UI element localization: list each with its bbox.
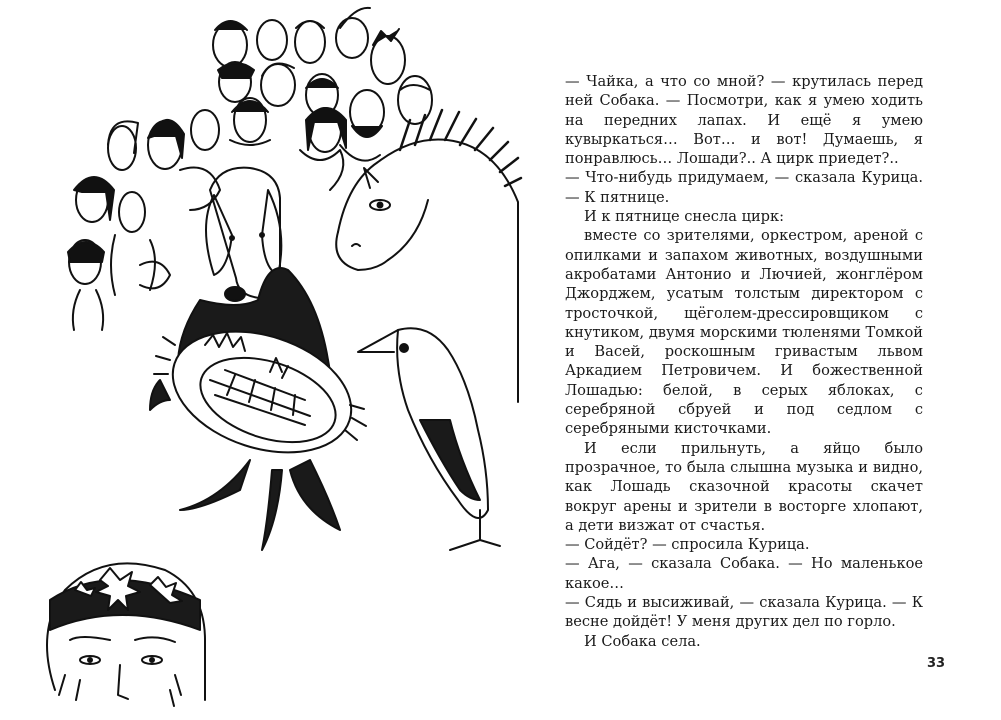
paragraph: вместе со зрителями, оркестром, ареной с опилками и запахом животных, воздушными акробатами Антонио и Лючией, жонглёром Джорджем, усатым толстым директором с тросточкой, щёголем-дрессировщиком с кнутиком, двумя морскими тюленями Томкой и Васей, роскошным гривастым львом Аркадием Петровичем. И божественной Лошадью: белой, в серых яблоках, с серебряной сбруей и под седлом с серебряными кисточками. <box>565 227 923 438</box>
story-text <box>565 72 923 651</box>
paragraph: — Сядь и высиживай, — сказала Курица. — К весне дойдёт! У меня других дел по горло. <box>565 594 923 631</box>
page-number: 33 <box>927 656 946 671</box>
face-drawing <box>47 563 205 706</box>
paragraph: — Сойдёт? — спросила Курица. <box>565 536 810 554</box>
paragraph: — Что-нибудь придумаем, — сказала Курица. — К пятнице. <box>565 169 923 206</box>
paragraph: И к пятнице снесла цирк: <box>584 208 785 226</box>
paragraph: — Ага, — сказала Собака. — Но маленькое какое… <box>565 555 923 592</box>
paragraph: И если прильнуть, а яйцо было прозрачное, то была слышна музыка и видно, как Лошадь сказочной красоты скачет вокруг арены и зрители в восторге хлопают, а дети визжат от счастья. <box>565 439 923 534</box>
paragraph: И Собака села. <box>584 632 701 650</box>
paragraph: — Чайка, а что со мной? — крутилась перед ней Собака. — Посмотри, как я умею ходить на передних лапах. И ещё я умею кувыркаться… Вот… и вот! Думаешь, я понравлюсь… Лошади?.. А цирк приедет?.. <box>565 73 923 168</box>
seagull-drawing <box>358 328 500 550</box>
